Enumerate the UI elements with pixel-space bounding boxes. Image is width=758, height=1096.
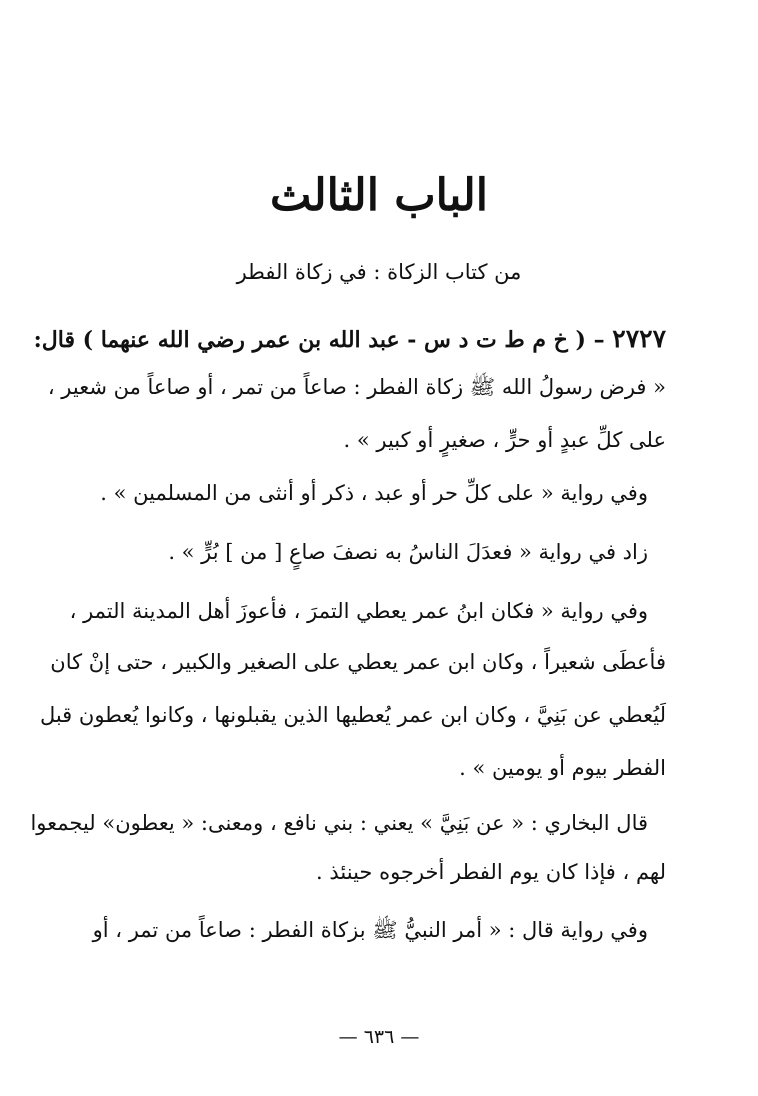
hadith-number: ٢٧٢٧ (612, 324, 666, 353)
text-line: لهم ، فإذا كان يوم الفطر أخرجوه حينئذ . (316, 860, 666, 884)
text-line: لَيُعطي عن بَنِيَّ ، وكان ابن عمر يُعطيها الذين يقبلونها ، وكانوا يُعطون قبل (39, 703, 666, 727)
page-number: — ٦٣٦ — (338, 1026, 420, 1048)
text-line: وفي رواية قال : « أمر النبيُّ ﷺ بزكاة الفطر : صاعاً من تمر ، أو (92, 918, 648, 942)
text-line: زاد في رواية « فعدَلَ الناسُ به نصفَ صاعٍ [ من ] بُرٍّ » . (168, 540, 648, 564)
text-line: وفي رواية « فكان ابنُ عمر يعطي التمرَ ، فأعوزَ أهل المدينة التمر ، (69, 599, 648, 623)
hadith-sources: – ( خ م ط ت د س - عبد الله بن عمر رضي الله عنهما ) قال: (33, 327, 605, 353)
text-line: على كلِّ عبدٍ أو حرٍّ ، صغيرٍ أو كبير » . (343, 428, 666, 452)
chapter-title: الباب الثالث (270, 170, 488, 221)
text-line: « فرض رسولُ الله ﷺ زكاة الفطر : صاعاً من تمر ، أو صاعاً من شعير ، (47, 375, 666, 399)
hadith-header (33, 324, 666, 353)
chapter-subtitle: من كتاب الزكاة : في زكاة الفطر (236, 260, 522, 284)
text-line: فأعطَى شعيراً ، وكان ابن عمر يعطي على الصغير والكبير ، حتى إنْ كان (50, 650, 666, 674)
text-line: الفطر بيوم أو يومين » . (459, 756, 666, 780)
text-line: وفي رواية « على كلِّ حر أو عبد ، ذكر أو أنثى من المسلمين » . (100, 481, 648, 505)
text-line: قال البخاري : « عن بَنِيَّ » يعني : بني نافع ، ومعنى: « يعطون» ليجمعوا (30, 811, 648, 835)
